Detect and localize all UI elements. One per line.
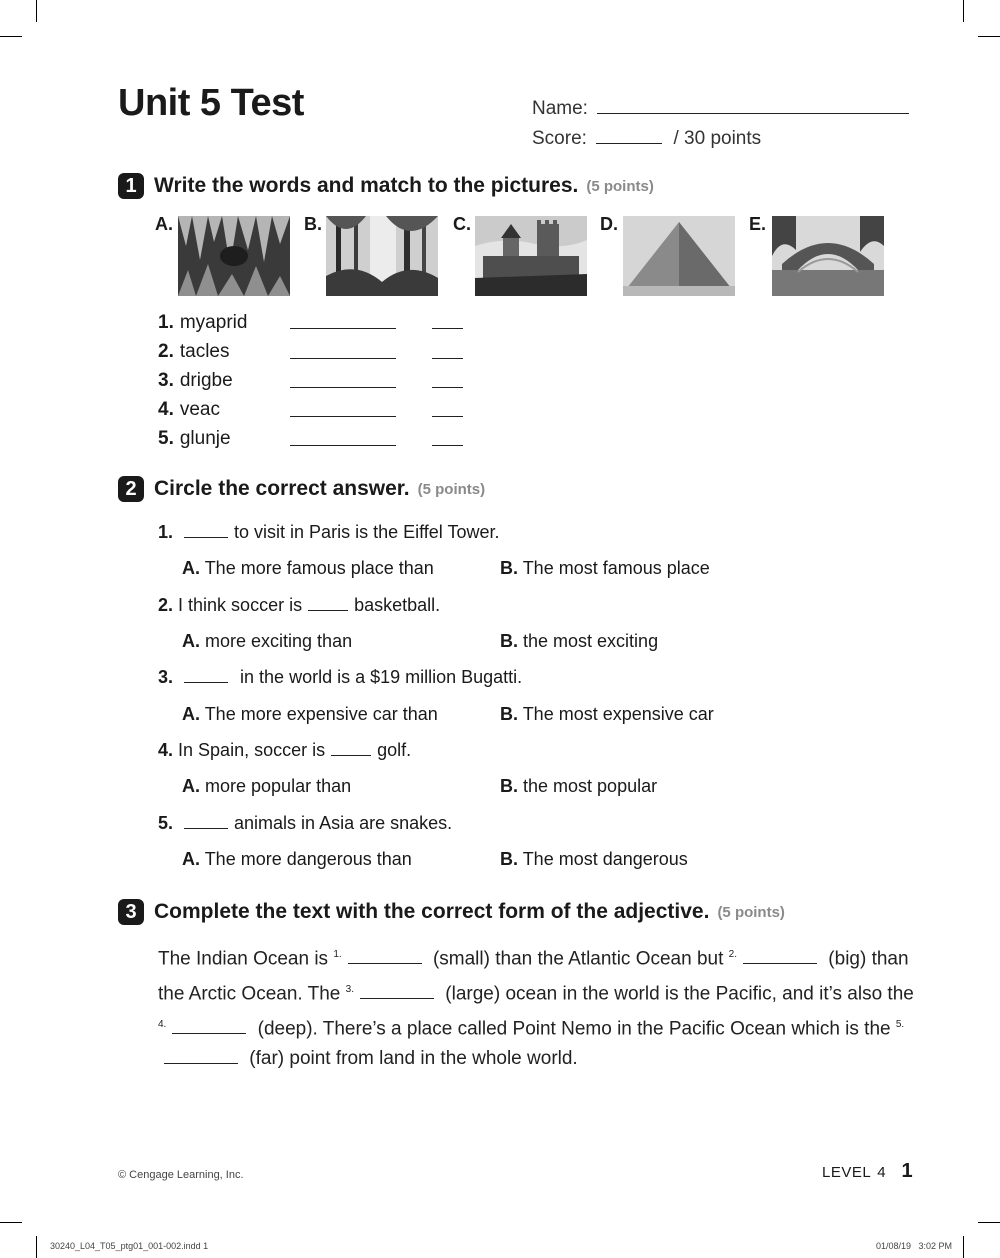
option-text: The most famous place <box>522 558 710 578</box>
cloze-blank[interactable] <box>360 997 434 999</box>
option-letter: B. <box>500 631 518 651</box>
letter-line[interactable] <box>432 387 463 388</box>
option-a[interactable] <box>182 558 434 579</box>
cloze-text: (small) than the Atlantic Ocean but <box>432 948 724 970</box>
question-text-before: I think soccer is <box>178 595 303 615</box>
question-text-after: animals in Asia are snakes. <box>234 813 453 833</box>
option-text: The most expensive car <box>522 704 714 724</box>
answer-line[interactable] <box>290 445 396 446</box>
question-number: 4. <box>158 740 174 760</box>
picture-letter-b: B. <box>304 214 322 234</box>
level-number: 4 <box>877 1164 886 1181</box>
level-indicator <box>822 1160 913 1183</box>
question-number: 2. <box>158 595 174 615</box>
question-text-after: in the world is a $19 million Bugatti. <box>240 667 523 687</box>
option-a[interactable] <box>182 776 351 797</box>
option-b[interactable] <box>500 849 688 870</box>
answer-line[interactable] <box>290 416 396 417</box>
jungle-icon <box>326 216 438 296</box>
item-number: 3. <box>158 370 174 391</box>
item-number: 1. <box>158 312 174 333</box>
question-5 <box>158 813 452 834</box>
blank-number: 5. <box>895 1018 905 1030</box>
pyramid-icon <box>623 216 735 296</box>
score-total: / 30 points <box>673 128 762 149</box>
option-letter: A. <box>182 704 200 724</box>
name-label: Name: <box>532 98 588 119</box>
option-letter: A. <box>182 849 200 869</box>
section-1-instruction: Write the words and match to the pictures. <box>154 174 579 197</box>
cloze-text: The Indian Ocean is <box>158 948 329 970</box>
option-text: the most popular <box>523 776 658 796</box>
option-text: The most dangerous <box>522 849 688 869</box>
section-3-points: (5 points) <box>717 903 785 921</box>
blank-number: 4. <box>158 1018 167 1030</box>
option-a[interactable] <box>182 849 412 870</box>
name-input-line[interactable] <box>597 113 909 114</box>
page-number: 1 <box>901 1160 913 1182</box>
page-title: Unit 5 Test <box>118 82 304 124</box>
question-text-after: to visit in Paris is the Eiffel Tower. <box>234 522 500 542</box>
crop-mark <box>978 1222 1000 1223</box>
letter-line[interactable] <box>432 328 463 329</box>
pyramid-photo <box>623 216 735 296</box>
option-text: The more expensive car than <box>204 704 438 724</box>
scrambled-word: tacles <box>179 341 230 362</box>
list-item <box>158 312 247 334</box>
cloze-text: (far) point from land in the whole world. <box>249 1048 578 1070</box>
list-item <box>158 341 230 363</box>
option-text: more popular than <box>205 776 352 796</box>
crop-mark <box>0 36 22 37</box>
question-1 <box>158 522 499 543</box>
scrambled-word: veac <box>179 399 220 420</box>
blank-number: 3. <box>345 983 354 995</box>
question-blank <box>184 827 228 829</box>
cloze-blank[interactable] <box>743 962 817 964</box>
option-letter: B. <box>500 849 518 869</box>
castle-photo <box>475 216 587 296</box>
crop-mark <box>978 36 1000 37</box>
cave-photo <box>178 216 290 296</box>
list-item <box>158 370 233 392</box>
blank-number: 2. <box>728 949 738 960</box>
picture-letter-c: C. <box>453 214 471 234</box>
option-a[interactable] <box>182 631 352 652</box>
question-number: 1. <box>158 522 174 542</box>
picture-letter-a: A. <box>155 214 173 234</box>
blank-number: 1. <box>333 949 342 960</box>
score-label: Score: <box>532 128 587 149</box>
option-text: more exciting than <box>205 631 353 651</box>
item-number: 5. <box>158 428 174 449</box>
section-1-heading <box>118 173 654 199</box>
option-text: The more dangerous than <box>204 849 412 869</box>
item-number: 4. <box>158 399 174 420</box>
print-date: 01/08/19 3:02 PM <box>876 1241 953 1251</box>
option-b[interactable] <box>500 631 658 652</box>
picture-letter-d: D. <box>600 214 618 234</box>
cloze-blank[interactable] <box>172 1032 246 1034</box>
section-3-instruction: Complete the text with the correct form of the adjective. <box>154 900 710 923</box>
scrambled-word: drigbe <box>179 370 233 391</box>
option-b[interactable] <box>500 704 714 725</box>
cloze-text: (big) than the Arctic Ocean. The <box>158 948 909 1005</box>
answer-line[interactable] <box>290 328 396 329</box>
question-blank <box>184 681 228 683</box>
section-2-instruction: Circle the correct answer. <box>154 477 410 500</box>
score-input-line <box>596 143 662 144</box>
question-blank <box>331 754 371 756</box>
cloze-blank[interactable] <box>164 1062 238 1064</box>
option-letter: B. <box>500 776 518 796</box>
question-blank <box>184 536 228 538</box>
file-slug: 30240_L04_T05_ptg01_001-002.indd 1 <box>50 1241 209 1251</box>
section-2-points: (5 points) <box>417 480 486 498</box>
bridge-photo <box>772 216 884 296</box>
cave-icon <box>178 216 290 296</box>
option-letter: A. <box>182 631 200 651</box>
answer-line[interactable] <box>290 358 396 359</box>
option-b[interactable] <box>500 558 710 579</box>
option-b[interactable] <box>500 776 657 797</box>
scrambled-word: myaprid <box>179 312 248 333</box>
option-a[interactable] <box>182 704 438 725</box>
answer-line[interactable] <box>290 387 396 388</box>
level-label: LEVEL <box>822 1164 872 1181</box>
crop-mark <box>36 0 37 22</box>
question-text-after: golf. <box>377 740 412 760</box>
castle-icon <box>475 216 587 296</box>
letter-line[interactable] <box>432 416 463 417</box>
crop-mark <box>963 1236 964 1258</box>
section-2-heading <box>118 476 485 502</box>
cloze-text: (large) ocean in the world is the Pacific, and it’s also the <box>445 983 914 1005</box>
option-letter: A. <box>182 558 200 578</box>
copyright: © Cengage Learning, Inc. <box>118 1169 244 1181</box>
jungle-photo <box>326 216 438 296</box>
question-2 <box>158 595 440 616</box>
question-4 <box>158 740 411 761</box>
letter-line[interactable] <box>432 358 463 359</box>
question-blank <box>308 609 348 611</box>
option-letter: A. <box>182 776 200 796</box>
bridge-icon <box>772 216 884 296</box>
section-number-badge: 1 <box>118 173 144 199</box>
question-number: 3. <box>158 667 174 687</box>
letter-line[interactable] <box>432 445 463 446</box>
cloze-blank[interactable] <box>348 962 422 964</box>
option-letter: B. <box>500 704 518 724</box>
section-number-badge: 2 <box>118 476 144 502</box>
option-letter: B. <box>500 558 518 578</box>
question-text-before: In Spain, soccer is <box>178 740 326 760</box>
name-field[interactable] <box>532 98 909 120</box>
crop-mark <box>0 1222 22 1223</box>
score-field <box>532 128 761 150</box>
section-1-points: (5 points) <box>586 177 654 195</box>
cloze-text: (deep). There’s a place called Point Nemo in the Pacific Ocean which is the <box>257 1017 891 1039</box>
section-3-heading <box>118 899 785 925</box>
scrambled-word: glunje <box>179 428 231 449</box>
list-item <box>158 399 220 421</box>
question-number: 5. <box>158 813 174 833</box>
crop-mark <box>36 1236 37 1258</box>
picture-letter-e: E. <box>749 214 767 234</box>
crop-mark <box>963 0 964 22</box>
section-number-badge: 3 <box>118 899 144 925</box>
cloze-paragraph <box>158 940 918 1075</box>
item-number: 2. <box>158 341 174 362</box>
question-text-after: basketball. <box>354 595 441 615</box>
question-3 <box>158 667 522 688</box>
option-text: The more famous place than <box>204 558 434 578</box>
option-text: the most exciting <box>523 631 659 651</box>
list-item <box>158 428 231 450</box>
